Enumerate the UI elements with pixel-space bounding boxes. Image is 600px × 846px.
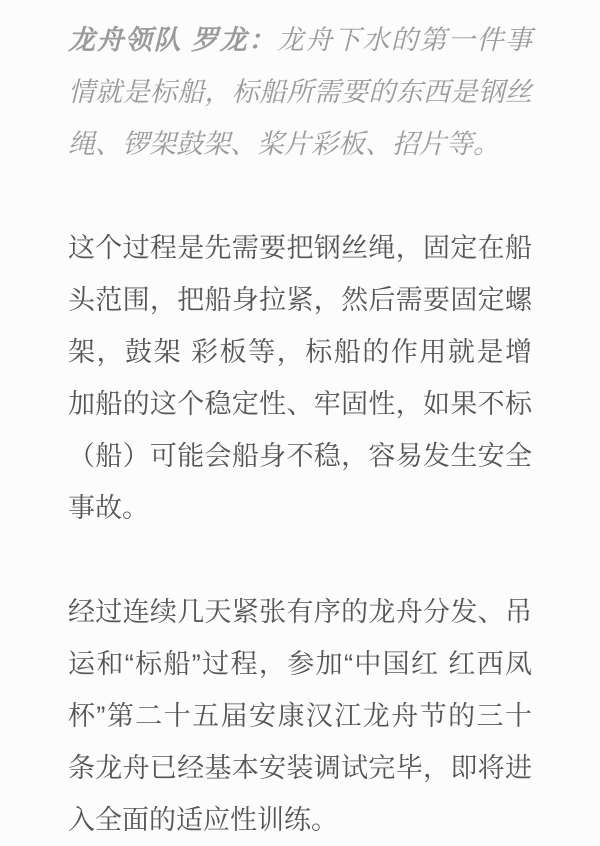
quote-paragraph — [68, 14, 532, 170]
quote-speaker: 龙舟领队 罗龙： — [68, 25, 277, 55]
body-paragraph-2: 经过连续几天紧张有序的龙舟分发、吊运和“标船”过程，参加“中国红 红西凤杯”第二十五届安康汉江龙舟节的三十条龙舟已经基本安装调试完毕，即将进入全面的适应性训练。 — [68, 597, 532, 835]
quote-text: 龙舟下水的第一件事情就是标船，标船所需要的东西是钢丝绳、锣架鼓架、桨片彩板、招片等。 — [68, 25, 532, 159]
body-paragraph-1: 这个过程是先需要把钢丝绳，固定在船头范围，把船身拉紧，然后需要固定螺架，鼓架 彩板等，标船的作用就是增加船的这个稳定性、牢固性，如果不标（船）可能会船身不稳，容易发生安全事故。 — [68, 233, 532, 523]
